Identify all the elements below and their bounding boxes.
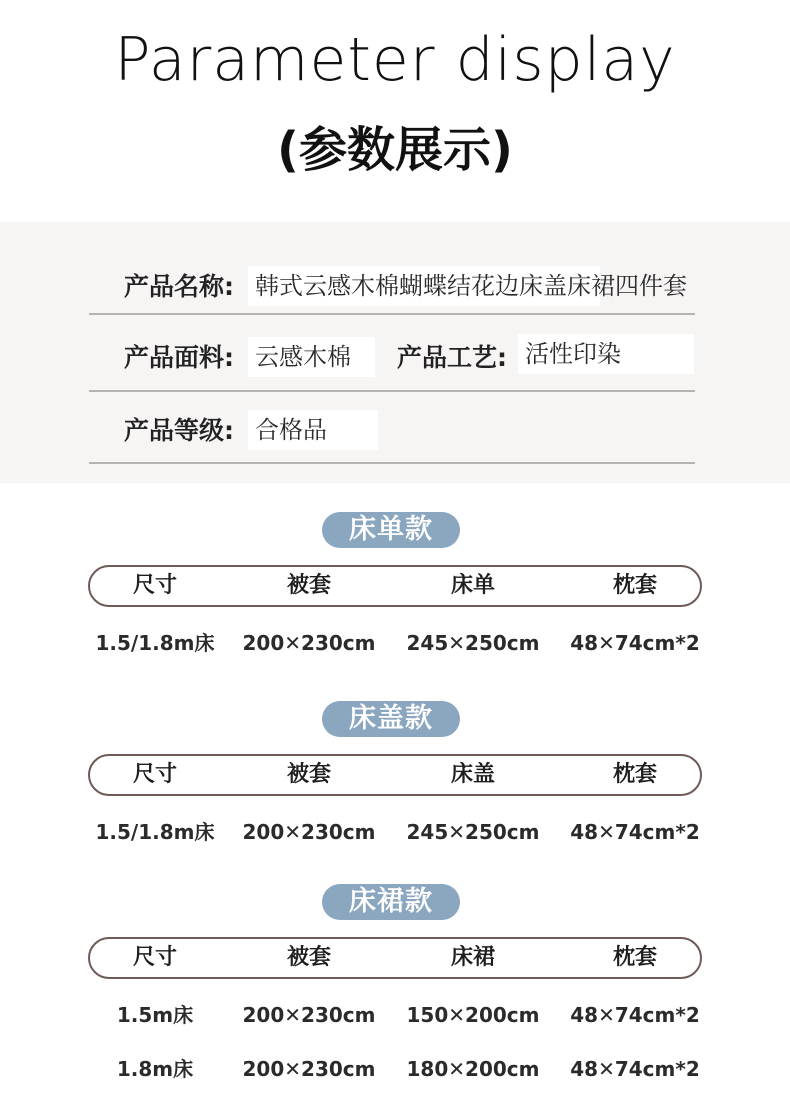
table-cell: 1.5/1.8m床 bbox=[95, 631, 215, 655]
table-cell: 1.5m床 bbox=[116, 1003, 194, 1027]
product-craft-label: 产品工艺: bbox=[397, 343, 507, 372]
header-bedspread: 床盖 bbox=[450, 762, 495, 787]
table-cell: 1.5/1.8m床 bbox=[95, 820, 215, 844]
table-cell: 1.8m床 bbox=[116, 1057, 194, 1081]
product-fabric-value: 云感木棉 bbox=[248, 337, 375, 377]
header-duvet: 被套 bbox=[286, 945, 331, 970]
section-pill-bedskirt: 床裙款 bbox=[322, 884, 460, 920]
divider bbox=[89, 390, 695, 392]
product-name-value: 韩式云感木棉蝴蝶结花边床盖床裙四件套 bbox=[248, 266, 600, 306]
parameter-panel bbox=[0, 222, 790, 483]
product-name-label: 产品名称: bbox=[124, 272, 234, 301]
header-duvet: 被套 bbox=[286, 762, 331, 787]
page-subtitle: (参数展示) bbox=[277, 122, 513, 178]
header-duvet: 被套 bbox=[286, 573, 331, 598]
divider bbox=[89, 313, 695, 315]
product-grade-label: 产品等级: bbox=[124, 416, 234, 445]
table-cell: 48✕74cm*2 bbox=[570, 1003, 700, 1027]
header-size: 尺寸 bbox=[132, 573, 177, 598]
table-cell: 48✕74cm*2 bbox=[570, 631, 700, 655]
divider bbox=[89, 462, 695, 464]
header-pillowcase: 枕套 bbox=[612, 573, 657, 598]
header-pillowcase: 枕套 bbox=[612, 945, 657, 970]
table-cell: 48✕74cm*2 bbox=[570, 1057, 700, 1081]
table-cell: 200✕230cm bbox=[242, 631, 376, 655]
product-grade-value: 合格品 bbox=[248, 410, 378, 450]
table-cell: 200✕230cm bbox=[242, 820, 376, 844]
product-craft-value: 活性印染 bbox=[518, 334, 694, 374]
header-sheet: 床单 bbox=[450, 573, 495, 598]
header-pillowcase: 枕套 bbox=[612, 762, 657, 787]
section-pill-bedspread: 床盖款 bbox=[322, 701, 460, 737]
header-size: 尺寸 bbox=[132, 762, 177, 787]
header-bedskirt: 床裙 bbox=[450, 945, 495, 970]
product-fabric-label: 产品面料: bbox=[124, 343, 234, 372]
section-pill-sheet: 床单款 bbox=[322, 512, 460, 548]
header-size: 尺寸 bbox=[132, 945, 177, 970]
table-cell: 180✕200cm bbox=[406, 1057, 540, 1081]
table-cell: 245✕250cm bbox=[406, 631, 540, 655]
table-cell: 200✕230cm bbox=[242, 1057, 376, 1081]
table-cell: 150✕200cm bbox=[406, 1003, 540, 1027]
table-cell: 48✕74cm*2 bbox=[570, 820, 700, 844]
table-cell: 200✕230cm bbox=[242, 1003, 376, 1027]
table-cell: 245✕250cm bbox=[406, 820, 540, 844]
page-title: Parameter display bbox=[114, 25, 676, 95]
